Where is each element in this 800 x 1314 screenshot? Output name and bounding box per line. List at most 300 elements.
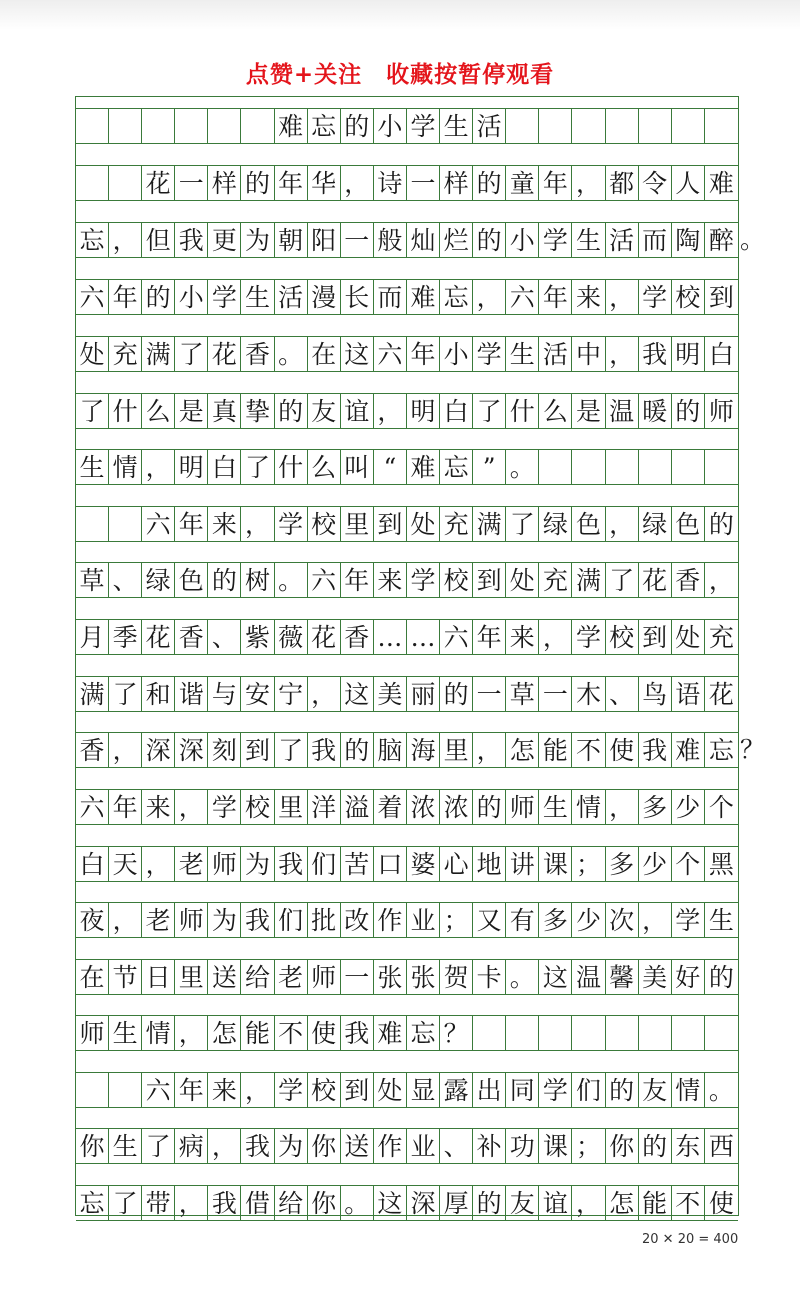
grid-cell: 白 bbox=[440, 394, 473, 428]
grid-cell: 使 bbox=[708, 1188, 734, 1218]
grid-cell: 了 bbox=[473, 394, 506, 428]
grid-cell: 怎 bbox=[506, 733, 539, 767]
grid-cell: 华 bbox=[308, 166, 341, 200]
grid-cell: 情 bbox=[672, 1073, 705, 1107]
grid-cell: 为 bbox=[242, 223, 275, 257]
grid-cell: 个 bbox=[708, 792, 734, 822]
grid-cell: 来 bbox=[573, 280, 606, 314]
grid-cell: 地 bbox=[473, 847, 506, 881]
grid-cell: 情 bbox=[573, 790, 606, 824]
grid-cell: 你 bbox=[308, 1129, 341, 1163]
grid-cell: 活 bbox=[606, 223, 639, 257]
grid-cell: 。 bbox=[506, 960, 539, 994]
grid-cell: 情 bbox=[142, 1016, 175, 1050]
grid-cell: 香 bbox=[76, 733, 109, 767]
grid-cell bbox=[175, 109, 208, 143]
grid-cell: 、 bbox=[606, 677, 639, 711]
grid-cell: 更 bbox=[208, 223, 241, 257]
grid-cell bbox=[539, 109, 572, 143]
grid-cell: 这 bbox=[341, 677, 374, 711]
grid-cell: 学 bbox=[539, 223, 572, 257]
grid-cell: 了 bbox=[506, 507, 539, 541]
grid-cell: 香 bbox=[341, 620, 374, 654]
grid-cell: 我 bbox=[242, 1129, 275, 1163]
grid-cell: 难 bbox=[407, 450, 440, 484]
grid-count: 20 ✕ 20 = 400 bbox=[642, 1232, 739, 1247]
grid-cell: 。 bbox=[341, 1186, 374, 1220]
grid-cell: 张 bbox=[374, 960, 407, 994]
grid-cell bbox=[705, 450, 738, 484]
grid-cell: 忘 bbox=[76, 223, 109, 257]
grid-cell: 年 bbox=[175, 1073, 208, 1107]
grid-cell bbox=[606, 450, 639, 484]
grid-row bbox=[76, 506, 738, 542]
grid-cell: 能 bbox=[639, 1186, 672, 1220]
grid-cell: 花 bbox=[639, 563, 672, 597]
grid-cell: 明 bbox=[407, 394, 440, 428]
grid-cell: ， bbox=[639, 903, 672, 937]
grid-cell: 学 bbox=[573, 620, 606, 654]
grid-cell: 批 bbox=[308, 903, 341, 937]
grid-cell: 宁 bbox=[275, 677, 308, 711]
grid-cell: 来 bbox=[208, 507, 241, 541]
grid-cell: 忘 bbox=[708, 735, 734, 765]
grid-cell: 叫 bbox=[341, 450, 374, 484]
grid-cell bbox=[142, 109, 175, 143]
grid-cell: 的 bbox=[473, 1186, 506, 1220]
grid-cell: 样 bbox=[208, 166, 241, 200]
grid-row bbox=[76, 279, 738, 315]
grid-row bbox=[76, 846, 738, 882]
grid-cell: 什 bbox=[506, 394, 539, 428]
grid-cell: 校 bbox=[672, 280, 705, 314]
grid-cell: ， bbox=[573, 166, 606, 200]
grid-cell: 又 bbox=[473, 903, 506, 937]
grid-cell: ， bbox=[142, 450, 175, 484]
grid-row bbox=[76, 1072, 738, 1108]
grid-cell: 月 bbox=[76, 620, 109, 654]
grid-cell: 师 bbox=[708, 396, 734, 426]
grid-cell: 一 bbox=[539, 677, 572, 711]
grid-cell: 为 bbox=[242, 847, 275, 881]
grid-cell: 草 bbox=[76, 563, 109, 597]
grid-cell: 暖 bbox=[639, 394, 672, 428]
grid-cell: 树 bbox=[242, 563, 275, 597]
grid-cell: 借 bbox=[242, 1186, 275, 1220]
grid-cell: ， bbox=[606, 280, 639, 314]
grid-cell: 学 bbox=[539, 1073, 572, 1107]
grid-cell bbox=[672, 109, 705, 143]
grid-cell: 你 bbox=[606, 1129, 639, 1163]
grid-cell: 花 bbox=[308, 620, 341, 654]
grid-row bbox=[76, 165, 738, 201]
grid-cell: 不 bbox=[275, 1016, 308, 1050]
grid-cell: ， bbox=[539, 620, 572, 654]
grid-cell: 补 bbox=[473, 1129, 506, 1163]
grid-cell: 了 bbox=[606, 563, 639, 597]
grid-cell: 真 bbox=[208, 394, 241, 428]
grid-cell: 充 bbox=[539, 563, 572, 597]
grid-cell: 木 bbox=[573, 677, 606, 711]
grid-cell: 色 bbox=[175, 563, 208, 597]
grid-cell: 美 bbox=[639, 960, 672, 994]
grid-cell: 语 bbox=[672, 677, 705, 711]
grid-cell: ， bbox=[242, 1073, 275, 1107]
grid-cell: ， bbox=[142, 847, 175, 881]
grid-cell: 次 bbox=[606, 903, 639, 937]
grid-row bbox=[76, 902, 738, 938]
grid-cell: 色 bbox=[573, 507, 606, 541]
grid-cell: 的 bbox=[142, 280, 175, 314]
grid-cell: 有 bbox=[506, 903, 539, 937]
grid-cell: 的 bbox=[440, 677, 473, 711]
grid-cell: 绿 bbox=[142, 563, 175, 597]
grid-row bbox=[76, 676, 738, 712]
grid-cell: 学 bbox=[672, 903, 705, 937]
grid-cell bbox=[76, 109, 109, 143]
grid-cell: 生 bbox=[109, 1129, 142, 1163]
grid-cell: 师 bbox=[175, 903, 208, 937]
grid-cell: 绿 bbox=[539, 507, 572, 541]
banner-title: 点赞+关注 收藏按暂停观看 bbox=[245, 62, 555, 88]
grid-cell: 忘 bbox=[440, 450, 473, 484]
grid-cell: 校 bbox=[606, 620, 639, 654]
grid-cell: 难 bbox=[672, 733, 705, 767]
grid-cell: 到 bbox=[341, 1073, 374, 1107]
grid-cell: 到 bbox=[242, 733, 275, 767]
grid-cell: 苦 bbox=[341, 847, 374, 881]
grid-cell: 来 bbox=[374, 563, 407, 597]
grid-cell: 年 bbox=[109, 280, 142, 314]
grid-cell: ， bbox=[606, 507, 639, 541]
grid-row bbox=[76, 108, 738, 144]
grid-row bbox=[76, 732, 766, 768]
grid-cell: 灿 bbox=[407, 223, 440, 257]
grid-cell bbox=[573, 1016, 606, 1050]
grid-row bbox=[76, 222, 766, 258]
grid-row bbox=[76, 336, 738, 372]
grid-cell bbox=[639, 450, 672, 484]
grid-cell: 诗 bbox=[374, 166, 407, 200]
grid-cell: 着 bbox=[374, 790, 407, 824]
status-bar bbox=[0, 0, 800, 30]
grid-cell: 送 bbox=[208, 960, 241, 994]
grid-cell bbox=[76, 1073, 109, 1107]
grid-cell: 是 bbox=[175, 394, 208, 428]
grid-cell: 。 bbox=[275, 563, 308, 597]
grid-cell: 样 bbox=[440, 166, 473, 200]
grid-cell: 一 bbox=[473, 677, 506, 711]
grid-cell: 友 bbox=[639, 1073, 672, 1107]
grid-cell: 是 bbox=[573, 394, 606, 428]
grid-cell: 深 bbox=[407, 1186, 440, 1220]
grid-cell: 来 bbox=[208, 1073, 241, 1107]
grid-cell: 的 bbox=[672, 394, 705, 428]
grid-row bbox=[76, 1128, 738, 1164]
grid-cell: 六 bbox=[308, 563, 341, 597]
grid-row bbox=[76, 449, 738, 485]
grid-cell: 人 bbox=[672, 166, 705, 200]
grid-cell bbox=[109, 109, 142, 143]
grid-cell: 明 bbox=[672, 337, 705, 371]
grid-cell: 处 bbox=[506, 563, 539, 597]
grid-cell: ， bbox=[341, 166, 374, 200]
grid-cell: 的 bbox=[341, 733, 374, 767]
grid-cell: 般 bbox=[374, 223, 407, 257]
grid-row bbox=[76, 619, 738, 655]
grid-cell: 里 bbox=[175, 960, 208, 994]
grid-cell: 在 bbox=[76, 960, 109, 994]
grid-cell: 什 bbox=[109, 394, 142, 428]
grid-cell bbox=[639, 109, 672, 143]
grid-cell: “ bbox=[374, 450, 407, 484]
grid-cell: 浓 bbox=[440, 790, 473, 824]
grid-cell: 业 bbox=[407, 903, 440, 937]
grid-cell: 师 bbox=[76, 1016, 109, 1050]
grid-cell: 安 bbox=[242, 677, 275, 711]
grid-cell: 张 bbox=[407, 960, 440, 994]
grid-cell: 我 bbox=[275, 847, 308, 881]
grid-cell: 的 bbox=[473, 223, 506, 257]
grid-row bbox=[76, 959, 738, 995]
grid-cell: 陶 bbox=[672, 223, 705, 257]
grid-cell bbox=[573, 450, 606, 484]
grid-cell: 白 bbox=[708, 339, 734, 369]
grid-cell: 为 bbox=[275, 1129, 308, 1163]
grid-cell bbox=[208, 109, 241, 143]
grid-cell: 友 bbox=[506, 1186, 539, 1220]
grid-cell: 小 bbox=[374, 109, 407, 143]
grid-cell: 童 bbox=[506, 166, 539, 200]
grid-cell: 老 bbox=[175, 847, 208, 881]
grid-cell: 六 bbox=[374, 337, 407, 371]
grid-cell: 活 bbox=[473, 109, 506, 143]
grid-cell: 学 bbox=[407, 109, 440, 143]
grid-cell: 长 bbox=[341, 280, 374, 314]
grid-cell: 年 bbox=[539, 166, 572, 200]
grid-cell: 业 bbox=[407, 1129, 440, 1163]
grid-cell: 生 bbox=[242, 280, 275, 314]
grid-cell: 花 bbox=[142, 620, 175, 654]
grid-cell: 友 bbox=[308, 394, 341, 428]
grid-cell: 出 bbox=[473, 1073, 506, 1107]
grid-cell: ； bbox=[573, 1129, 606, 1163]
grid-cell: 我 bbox=[308, 733, 341, 767]
grid-cell bbox=[639, 1016, 672, 1050]
grid-cell: 谊 bbox=[539, 1186, 572, 1220]
grid-cell: 花 bbox=[208, 337, 241, 371]
grid-cell: 、 bbox=[208, 620, 241, 654]
grid-cell: 给 bbox=[275, 1186, 308, 1220]
grid-cell bbox=[76, 166, 109, 200]
grid-cell: 生 bbox=[573, 223, 606, 257]
grid-cell: 丽 bbox=[407, 677, 440, 711]
grid-cell: 年 bbox=[341, 563, 374, 597]
grid-cell: 小 bbox=[175, 280, 208, 314]
grid-cell: 年 bbox=[109, 790, 142, 824]
grid-cell: 么 bbox=[539, 394, 572, 428]
grid-cell: 病 bbox=[175, 1129, 208, 1163]
grid-cell: 们 bbox=[275, 903, 308, 937]
grid-cell: 香 bbox=[175, 620, 208, 654]
grid-cell: 白 bbox=[76, 847, 109, 881]
grid-cell: 送 bbox=[341, 1129, 374, 1163]
grid-cell: 西 bbox=[708, 1131, 734, 1161]
grid-cell: ， bbox=[606, 337, 639, 371]
grid-cell: 天 bbox=[109, 847, 142, 881]
grid-cell: 绿 bbox=[639, 507, 672, 541]
grid-cell: 心 bbox=[440, 847, 473, 881]
grid-cell: 多 bbox=[606, 847, 639, 881]
grid-cell: 校 bbox=[308, 507, 341, 541]
grid-cell bbox=[606, 109, 639, 143]
grid-cell bbox=[705, 1016, 738, 1050]
grid-cell: 一 bbox=[341, 223, 374, 257]
grid-cell: 明 bbox=[175, 450, 208, 484]
grid-cell: 生 bbox=[440, 109, 473, 143]
grid-cell: 都 bbox=[606, 166, 639, 200]
grid-cell: ” bbox=[473, 450, 506, 484]
grid-cell: 师 bbox=[308, 960, 341, 994]
grid-cell: 一 bbox=[175, 166, 208, 200]
grid-cell: 漫 bbox=[308, 280, 341, 314]
grid-cell bbox=[573, 109, 606, 143]
grid-cell: 满 bbox=[573, 563, 606, 597]
grid-cell bbox=[506, 109, 539, 143]
grid-cell: 能 bbox=[539, 733, 572, 767]
grid-cell: 怎 bbox=[606, 1186, 639, 1220]
grid-cell: 多 bbox=[639, 790, 672, 824]
grid-cell: 充 bbox=[109, 337, 142, 371]
grid-cell: 来 bbox=[506, 620, 539, 654]
grid-cell: 你 bbox=[308, 1186, 341, 1220]
grid-cell: 我 bbox=[341, 1016, 374, 1050]
grid-cell: 婆 bbox=[407, 847, 440, 881]
grid-cell: 这 bbox=[341, 337, 374, 371]
grid-cell: 朝 bbox=[275, 223, 308, 257]
grid-cell: 一 bbox=[341, 960, 374, 994]
grid-cell bbox=[109, 166, 142, 200]
grid-cell: 而 bbox=[374, 280, 407, 314]
grid-cell: 年 bbox=[407, 337, 440, 371]
grid-cell: 六 bbox=[506, 280, 539, 314]
grid-cell bbox=[109, 507, 142, 541]
grid-cell: 你 bbox=[76, 1129, 109, 1163]
grid-cell: ， bbox=[573, 1186, 606, 1220]
grid-cell: 不 bbox=[573, 733, 606, 767]
grid-cell: 日 bbox=[142, 960, 175, 994]
grid-cell: 满 bbox=[473, 507, 506, 541]
grid-cell: 在 bbox=[308, 337, 341, 371]
grid-cell: 深 bbox=[175, 733, 208, 767]
grid-cell: 满 bbox=[76, 677, 109, 711]
grid-cell: 浓 bbox=[407, 790, 440, 824]
grid-cell: 了 bbox=[76, 394, 109, 428]
grid-cell: 的 bbox=[473, 166, 506, 200]
grid-cell: 学 bbox=[473, 337, 506, 371]
grid-cell: 的 bbox=[639, 1129, 672, 1163]
grid-cell: 。 bbox=[506, 450, 539, 484]
grid-cell: 色 bbox=[672, 507, 705, 541]
grid-cell: 学 bbox=[208, 280, 241, 314]
grid-cell: 而 bbox=[639, 223, 672, 257]
grid-cell: 怎 bbox=[208, 1016, 241, 1050]
grid-cell: 的 bbox=[275, 394, 308, 428]
grid-cell: 少 bbox=[672, 790, 705, 824]
grid-cell: 露 bbox=[440, 1073, 473, 1107]
grid-cell: 但 bbox=[142, 223, 175, 257]
grid-cell: 学 bbox=[275, 507, 308, 541]
grid-cell: 师 bbox=[208, 847, 241, 881]
grid-cell: 显 bbox=[407, 1073, 440, 1107]
grid-cell bbox=[76, 507, 109, 541]
grid-cell: 这 bbox=[374, 1186, 407, 1220]
grid-cell: 能 bbox=[242, 1016, 275, 1050]
grid-cell: 六 bbox=[76, 790, 109, 824]
grid-cell: 给 bbox=[242, 960, 275, 994]
grid-cell: 为 bbox=[208, 903, 241, 937]
grid-cell: 的 bbox=[708, 509, 734, 539]
grid-cell: 什 bbox=[275, 450, 308, 484]
grid-row bbox=[76, 1015, 738, 1051]
grid-cell: 香 bbox=[242, 337, 275, 371]
grid-cell: 与 bbox=[208, 677, 241, 711]
grid-cell: 黑 bbox=[708, 849, 734, 879]
grid-cell: 到 bbox=[708, 282, 734, 312]
grid-cell: 薇 bbox=[275, 620, 308, 654]
grid-cell: ； bbox=[440, 903, 473, 937]
grid-cell: 六 bbox=[142, 1073, 175, 1107]
grid-cell: … bbox=[374, 620, 407, 654]
grid-cell: 我 bbox=[242, 903, 275, 937]
grid-cell: 的 bbox=[242, 166, 275, 200]
grid-cell: 作 bbox=[374, 1129, 407, 1163]
grid-cell: 美 bbox=[374, 677, 407, 711]
grid-cell: 难 bbox=[407, 280, 440, 314]
grid-cell: 紫 bbox=[242, 620, 275, 654]
grid-cell: 我 bbox=[208, 1186, 241, 1220]
grid-cell: 校 bbox=[308, 1073, 341, 1107]
grid-cell: 了 bbox=[109, 1186, 142, 1220]
grid-cell: 我 bbox=[175, 223, 208, 257]
grid-cell: 学 bbox=[639, 280, 672, 314]
grid-cell: 到 bbox=[374, 507, 407, 541]
grid-cell: ， bbox=[175, 790, 208, 824]
grid-cell: 草 bbox=[506, 677, 539, 711]
grid-cell: ； bbox=[573, 847, 606, 881]
grid-cell: ， bbox=[175, 1016, 208, 1050]
grid-cell: 的 bbox=[473, 790, 506, 824]
grid-cell: 六 bbox=[76, 280, 109, 314]
grid-cell: 了 bbox=[242, 450, 275, 484]
grid-cell: 六 bbox=[440, 620, 473, 654]
grid-cell bbox=[539, 1016, 572, 1050]
grid-cell: 口 bbox=[374, 847, 407, 881]
grid-cell: 处 bbox=[407, 507, 440, 541]
grid-cell bbox=[473, 1016, 506, 1050]
grid-cell: 年 bbox=[275, 166, 308, 200]
grid-cell: 难 bbox=[275, 109, 308, 143]
grid-cell: 不 bbox=[672, 1186, 705, 1220]
grid-cell: ， bbox=[473, 733, 506, 767]
grid-cell: 好 bbox=[672, 960, 705, 994]
overflow-punctuation: ？ bbox=[740, 735, 766, 764]
grid-cell: 一 bbox=[407, 166, 440, 200]
grid-cell: 里 bbox=[275, 790, 308, 824]
grid-cell: 香 bbox=[672, 563, 705, 597]
grid-cell: 了 bbox=[109, 677, 142, 711]
grid-cell: 。 bbox=[275, 337, 308, 371]
